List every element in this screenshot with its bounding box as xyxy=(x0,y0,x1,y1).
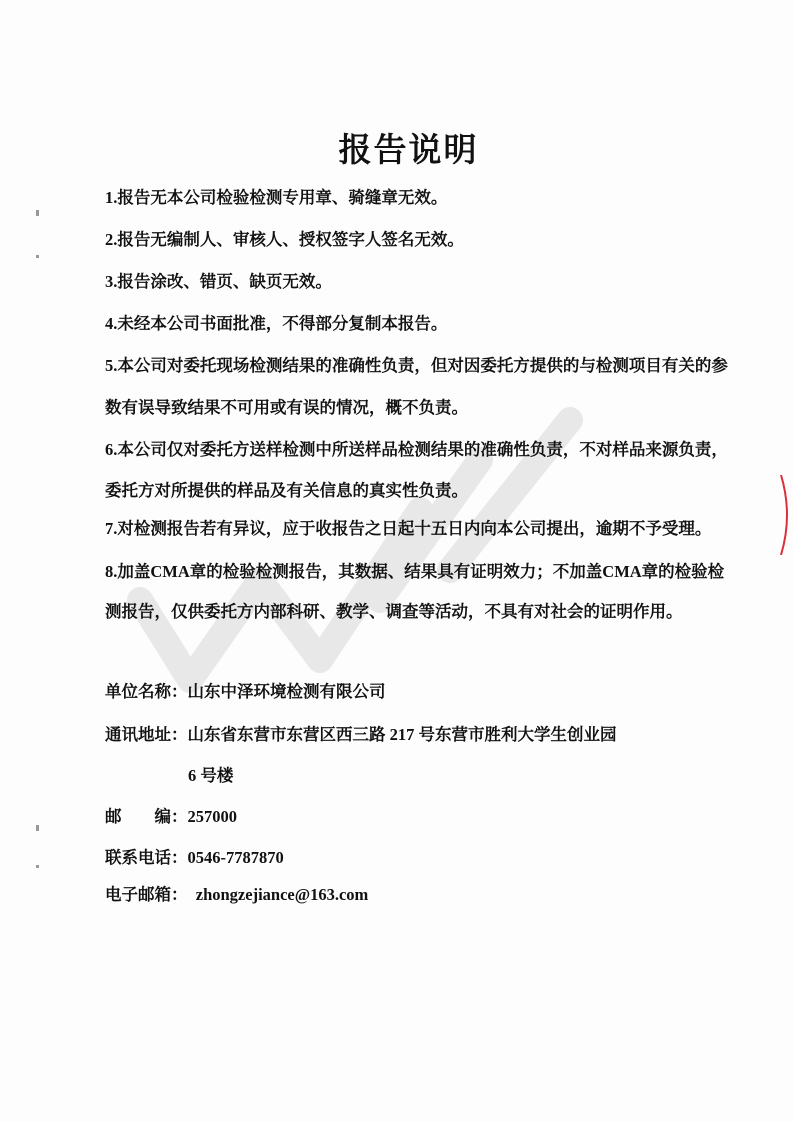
notice-item: 1.报告无本公司检验检测专用章、骑缝章无效。 xyxy=(105,188,448,207)
notice-item: 6.本公司仅对委托方送样检测中所送样品检测结果的准确性负责，不对样品来源负责， xyxy=(105,440,728,459)
page-title: 报告说明 xyxy=(338,133,479,169)
email: 电子邮箱： zhongzejiance@163.com xyxy=(105,885,369,904)
notice-item: 8.加盖CMA章的检验检测报告，其数据、结果具有证明效力；不加盖CMA章的检验检 xyxy=(105,562,725,581)
scan-mark xyxy=(36,825,39,831)
stamp-edge xyxy=(779,475,793,555)
scan-mark xyxy=(36,210,39,216)
scan-mark xyxy=(36,865,39,868)
postcode: 邮 编：257000 xyxy=(105,807,237,826)
scan-mark xyxy=(36,255,39,258)
address: 通讯地址：山东省东营市东营区西三路 217 号东营市胜利大学生创业园 xyxy=(105,725,617,744)
notice-item: 4.未经本公司书面批准，不得部分复制本报告。 xyxy=(105,314,448,333)
notice-item: 5.本公司对委托现场检测结果的准确性负责，但对因委托方提供的与检测项目有关的参 xyxy=(105,356,728,375)
notice-item: 测报告，仅供委托方内部科研、教学、调查等活动，不具有对社会的证明作用。 xyxy=(105,602,683,621)
phone: 联系电话：0546-7787870 xyxy=(105,848,284,867)
notice-item: 委托方对所提供的样品及有关信息的真实性负责。 xyxy=(105,481,468,500)
notice-item: 数有误导致结果不可用或有误的情况，概不负责。 xyxy=(105,398,468,417)
notice-item: 7.对检测报告若有异议，应于收报告之日起十五日内向本公司提出，逾期不予受理。 xyxy=(105,519,712,538)
company-name: 单位名称：山东中泽环境检测有限公司 xyxy=(105,682,386,701)
notice-item: 3.报告涂改、错页、缺页无效。 xyxy=(105,272,332,291)
notice-item: 2.报告无编制人、审核人、授权签字人签名无效。 xyxy=(105,230,464,249)
address-line2: 6 号楼 xyxy=(188,766,234,785)
